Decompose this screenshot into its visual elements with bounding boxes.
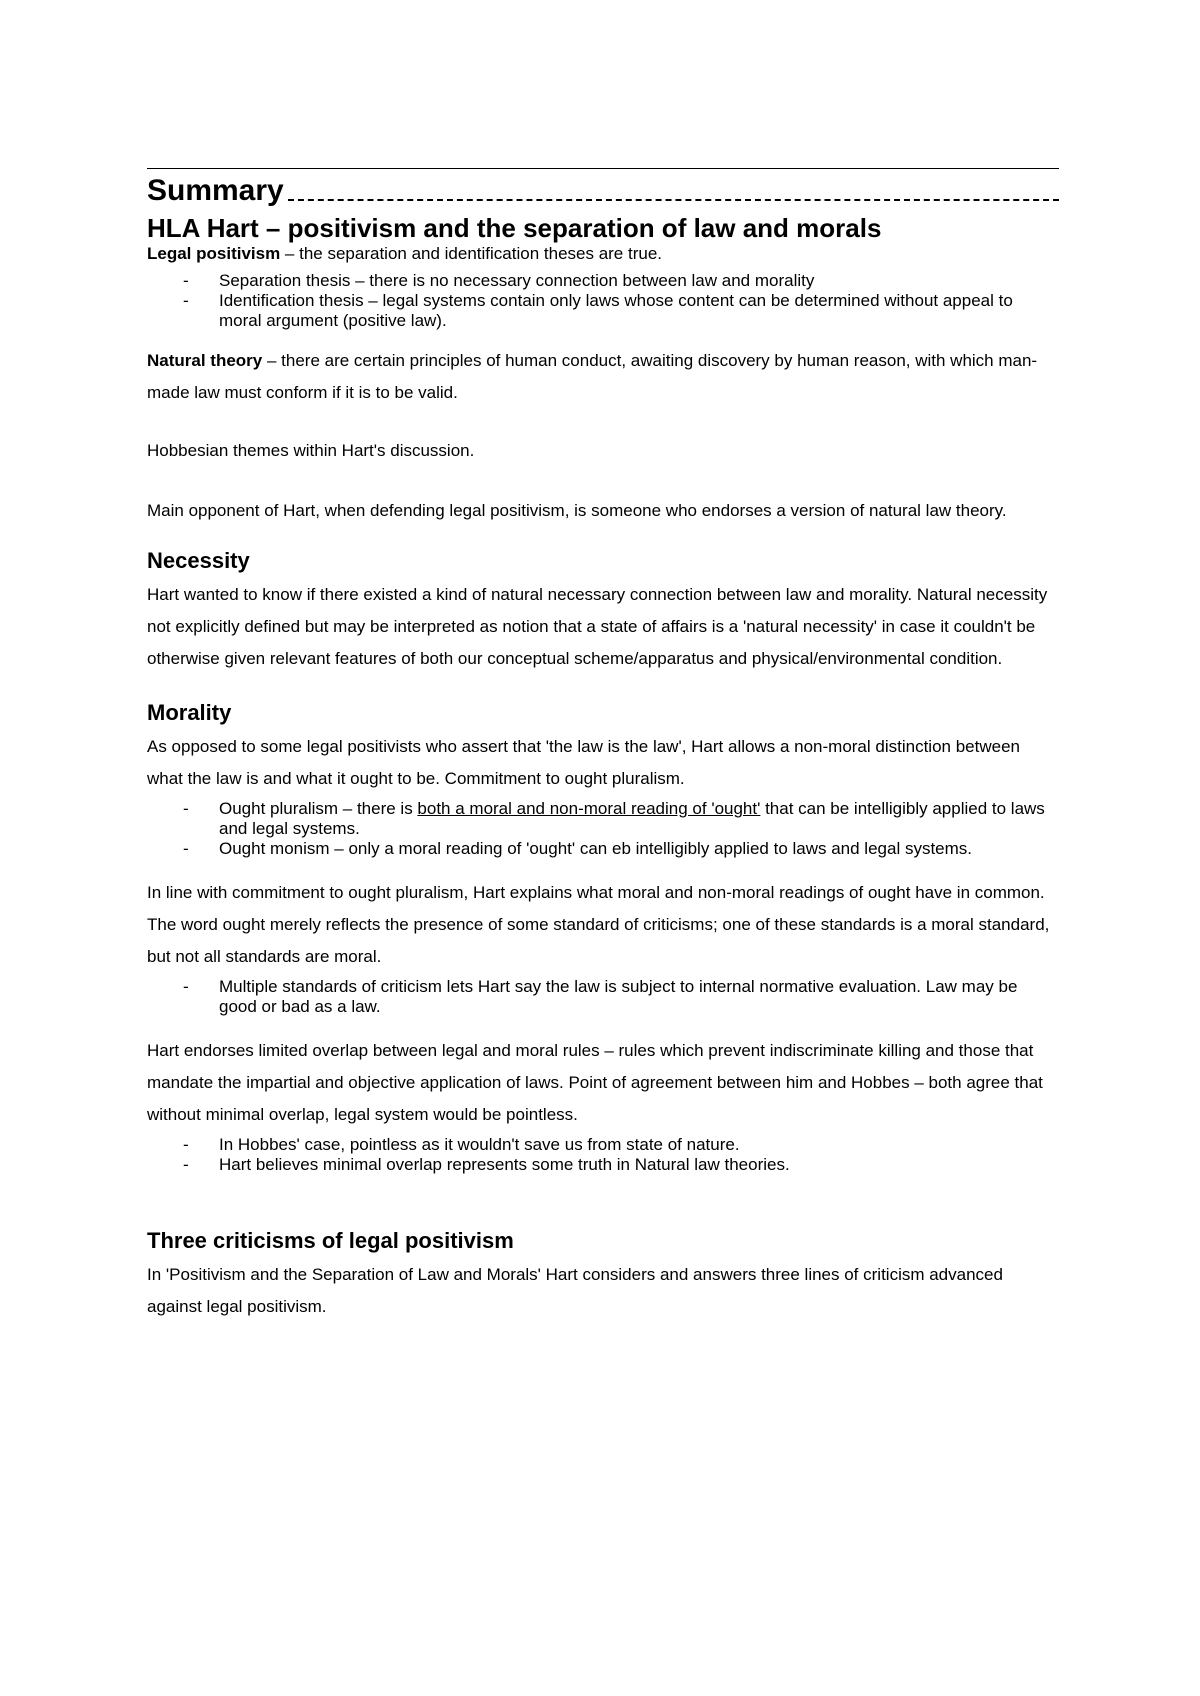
overlap-list [147,1135,1059,1175]
list-item: - Identification thesis – legal systems contain only laws whose content can be determined without appeal to moral argument (positive law). [183,291,1013,330]
list-item: - Separation thesis – there is no necessary connection between law and morality [183,271,815,290]
underlined-text: both a moral and non-moral reading of 'ought' [417,799,761,818]
dashed-rule [288,199,1059,201]
intro-text: – the separation and identification theses are true. [280,244,663,263]
criticisms-paragraph: In 'Positivism and the Separation of Law and Morals' Hart considers and answers three lines of criticism advanced against legal positivism. [147,1265,1003,1316]
intro-list [147,271,1059,331]
criticisms-heading: Three criticisms of legal positivism [147,1228,514,1253]
document-page [147,168,1059,1323]
standards-list [147,977,1059,1017]
overlap-paragraph: Hart endorses limited overlap between legal and moral rules – rules which prevent indiscriminate killing and those that mandate the impartial and objective application of laws. Point of agreement between him and Hobbes – both agree that without minimal overlap, legal system would be pointless. [147,1041,1043,1124]
morality-heading: Morality [147,700,232,725]
list-item: - Ought pluralism – there is both a moral and non-moral reading of 'ought' that can be intelligibly applied to laws and legal systems. [183,799,1045,838]
opponent-paragraph: Main opponent of Hart, when defending legal positivism, is someone who endorses a version of natural law theory. [147,501,1007,520]
list-item: - Ought monism – only a moral reading of 'ought' can eb intelligibly applied to laws and legal systems. [183,839,973,858]
summary-heading [147,173,1059,209]
top-rule [147,168,1059,169]
necessity-heading: Necessity [147,548,250,573]
necessity-paragraph: Hart wanted to know if there existed a kind of natural necessary connection between law and morality. Natural necessity not explicitly defined but may be interpreted as notion that a state of affairs is a 'natural necessity' in case it couldn't be otherwise given relevant features of both our conceptual scheme/apparatus and physical/environmental condition. [147,585,1048,668]
morality-paragraph: As opposed to some legal positivists who assert that 'the law is the law', Hart allows a non-moral distinction between what the law is and what it ought to be. Commitment to ought pluralism. [147,737,1020,788]
intro-term: Legal positivism [147,244,281,263]
hobbesian-paragraph: Hobbesian themes within Hart's discussion. [147,441,475,460]
summary-title-text: Summary [147,174,284,207]
ought-list [147,799,1059,859]
ought-pluralism-paragraph: In line with commitment to ought pluralism, Hart explains what moral and non-moral readings of ought have in common. The word ought merely reflects the presence of some standard of criticisms; one of these standards is a moral standard, but not all standards are moral. [147,883,1050,966]
list-item: - Multiple standards of criticism lets Hart say the law is subject to internal normative evaluation. Law may be good or bad as a law. [183,977,1018,1016]
document-title: HLA Hart – positivism and the separation of law and morals [147,213,882,243]
list-item: - Hart believes minimal overlap represents some truth in Natural law theories. [183,1155,790,1174]
intro-paragraph [147,243,1059,264]
natural-theory-term: Natural theory [147,351,263,370]
list-item: - In Hobbes' case, pointless as it wouldn't save us from state of nature. [183,1135,740,1154]
natural-theory-paragraph [147,345,1059,409]
natural-theory-text: – there are certain principles of human conduct, awaiting discovery by human reason, with which man-made law must conform if it is to be valid. [147,351,1038,402]
